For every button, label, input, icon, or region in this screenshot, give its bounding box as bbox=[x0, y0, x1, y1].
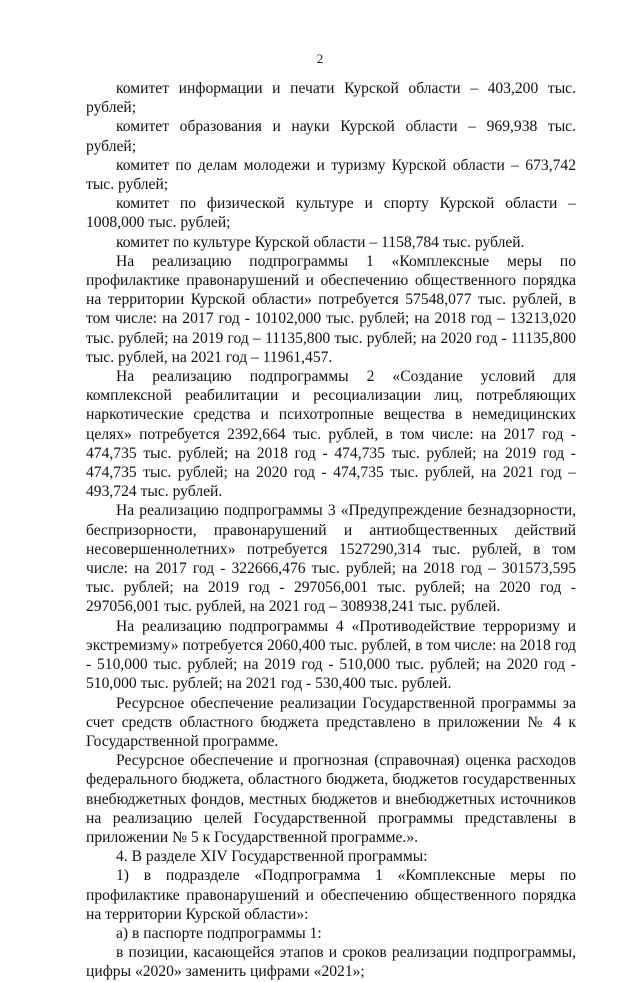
paragraph-resource-regional: Ресурсное обеспечение реализации Государственной программы за счет средств областного бюджета представлено в приложении № 4 к Государственной программе. bbox=[86, 694, 576, 750]
document-body bbox=[86, 79, 576, 982]
paragraph-subprogram-3: На реализацию подпрограммы 3 «Предупреждение безнадзорности, беспризорности, правонарушений и антиобщественных действий несовершеннолетних» потребуется 1527290,314 тыс. рублей, в том числе: на 2017 год - 322666,476 тыс. рублей; на 2018 год – 301573,595 тыс. рублей; на 2019 год - 297056,001 тыс. рублей; на 2020 год - 297056,001 тыс. рублей, на 2021 год – 308938,241 тыс. рублей. bbox=[86, 502, 576, 616]
paragraph-committee-information: комитет информации и печати Курской области – 403,200 тыс. рублей; bbox=[86, 80, 576, 117]
paragraph-subprogram-1: На реализацию подпрограммы 1 «Комплексные меры по профилактике правонарушений и обеспечению общественного порядка на территории Курской области» потребуется 57548,077 тыс. рублей, в том числе: на 2017 год - 10102,000 тыс. рублей; на 2018 год – 13213,020 тыс. рублей; на 2019 год – 11135,800 тыс. рублей; на 2020 год - 11135,800 тыс. рублей, на 2021 год – 11961,457. bbox=[86, 252, 576, 366]
paragraph-committee-sport: комитет по физической культуре и спорту Курской области – 1008,000 тыс. рублей; bbox=[86, 195, 576, 232]
paragraph-subprogram-2: На реализацию подпрограммы 2 «Создание условий для комплексной реабилитации и ресоциализации лиц, потребляющих наркотические средства и психотропные вещества в немедицинских целях» потребуется 2392,664 тыс. рублей, в том числе: на 2017 год - 474,735 тыс. рублей; на 2018 год - 474,735 тыс. рублей; на 2019 год - 474,735 тыс. рублей; на 2020 год - 474,735 тыс. рублей, на 2021 год – 493,724 тыс. рублей. bbox=[86, 368, 576, 501]
paragraph-subprogram-4: На реализацию подпрограммы 4 «Противодействие терроризму и экстремизму» потребуется 2060,400 тыс. рублей, в том числе: на 2018 год - 510,000 тыс. рублей; на 2019 год - 510,000 тыс. рублей; на 2020 год - 510,000 тыс. рублей; на 2021 год - 530,400 тыс. рублей. bbox=[86, 617, 576, 693]
page-number: 2 bbox=[316, 51, 324, 66]
paragraph-committee-education: комитет образования и науки Курской области – 969,938 тыс. рублей; bbox=[86, 118, 576, 155]
paragraph-subsection-1: 1) в подразделе «Подпрограмма 1 «Комплексные меры по профилактике правонарушений и обеспечению общественного порядка на территории Курской области»: bbox=[86, 867, 576, 923]
paragraph-passport: а) в паспорте подпрограммы 1: bbox=[116, 924, 322, 942]
paragraph-committee-culture: комитет по культуре Курской области – 1158,784 тыс. рублей. bbox=[116, 233, 525, 251]
paragraph-committee-youth: комитет по делам молодежи и туризму Курской области – 673,742 тыс. рублей; bbox=[86, 156, 576, 194]
paragraph-resource-federal: Ресурсное обеспечение и прогнозная (справочная) оценка расходов федерального бюджета, областного бюджета, бюджетов государственных внебюджетных фондов, местных бюджетов и внебюджетных источников на реализацию целей Государственной программы представлены в приложении № 5 к Государственной программе.». bbox=[86, 752, 576, 846]
paragraph-stages-terms: в позиции, касающейся этапов и сроков реализации подпрограммы, цифры «2020» заменить цифрами «2021»; bbox=[86, 944, 576, 981]
paragraph-section-xiv: 4. В разделе XIV Государственной программы: bbox=[116, 848, 428, 866]
